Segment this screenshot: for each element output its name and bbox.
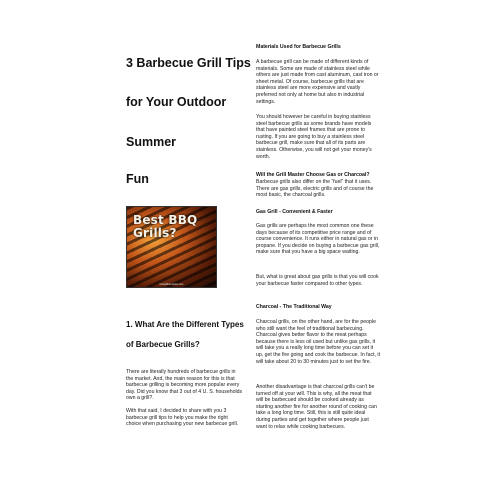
section1-heading-line2: of Barbecue Grills? — [126, 340, 200, 349]
section1-paragraph-1: There are literally hundreds of barbecue grills in the market. And, the main reason for this is that barbecue grilling is becoming more popular every day. Did you know that 3 out of 4 U. S. households own a grill?. — [126, 369, 243, 402]
title-line-4: Fun — [126, 172, 149, 186]
photo-overlay-text — [133, 214, 197, 240]
paragraph-fuel: Barbecue grills also differ on the “fuel” that it uses. There are gas grills, electric grills and of course the most basic, the charcoal grills. — [256, 179, 374, 199]
section1-heading-line1: 1. What Are the Different Types — [126, 320, 244, 329]
heading-materials: Materials Used for Barbecue Grills — [256, 44, 341, 50]
section1-paragraph-2: With that said, I decided to share with you 3 barbecue grill tips to help you make the right choice when purchasing your new barbecue grill. — [126, 408, 239, 428]
heading-gas-or-charcoal: Will the Grill Master Choose Gas or Charcoal? — [256, 172, 370, 178]
heading-charcoal: Charcoal - The Traditional Way — [256, 304, 332, 310]
paragraph-materials-2: You should however be careful in buying stainless steel barbecue grills as some brands have models that have painted steel frames that are prone to rusting. If you are going to buy a stainless steel barbecue grill, make sure that all of its parts are stainless. Otherwise, you will not get your money's worth. — [256, 114, 372, 160]
paragraph-gas-1: Gas grills are perhaps the most common one these days because of its competitive price range and of course convenience. It runs either in natural gas or in propane. If you decide on buying a barbecue gas grill, make sure that you have a big space waiting. — [256, 223, 380, 256]
title-line-2: for Your Outdoor — [126, 95, 227, 109]
paragraph-charcoal-1: Charcoal grills, on the other hand, are for the people who still want the feel of traditional barbecuing. Charcoal gives better flavor to the meat perhaps because there is less oil used but unlike gas grills, it will take you a really long time before you can set it up, get the fire going and cook the barbecue. In fact, it will take about 20 to 30 minutes just to set the fire. — [256, 319, 381, 365]
photo-caption: bestgrillsreviews.com — [159, 283, 184, 286]
photo-overlay-line1: Best BBQ — [133, 213, 198, 227]
heading-gas-grill: Gas Grill - Convenient & Faster — [256, 209, 333, 215]
paragraph-materials-1: A barbecue grill can be made of different kinds of materials. Some are made of stainless steel while others are just made from cast aluminum, cast iron or sheet metal. Of course, barbecue grills that are stainless steel are more expensive and vastly preferred not only at home but also in industrial settings. — [256, 59, 379, 105]
bbq-grill-photo — [126, 206, 217, 288]
paragraph-gas-2: But, what is great about gas grills is that you will cook your barbecue faster compared to other types. — [256, 274, 379, 287]
paragraph-charcoal-2: Another disadvantage is that charcoal grills can't be turned off at your will. This is why, all the meat that will be barbecued should be cooked already as starting another fire for another round of cooking can take a long long time. Still, this is still quite ideal during parties and get together where people just want to relax while cooking barbecues. — [256, 384, 377, 430]
title-line-3: Summer — [126, 135, 177, 149]
photo-overlay-line2: Grills? — [133, 226, 177, 240]
title-line-1: 3 Barbecue Grill Tips — [126, 56, 251, 70]
